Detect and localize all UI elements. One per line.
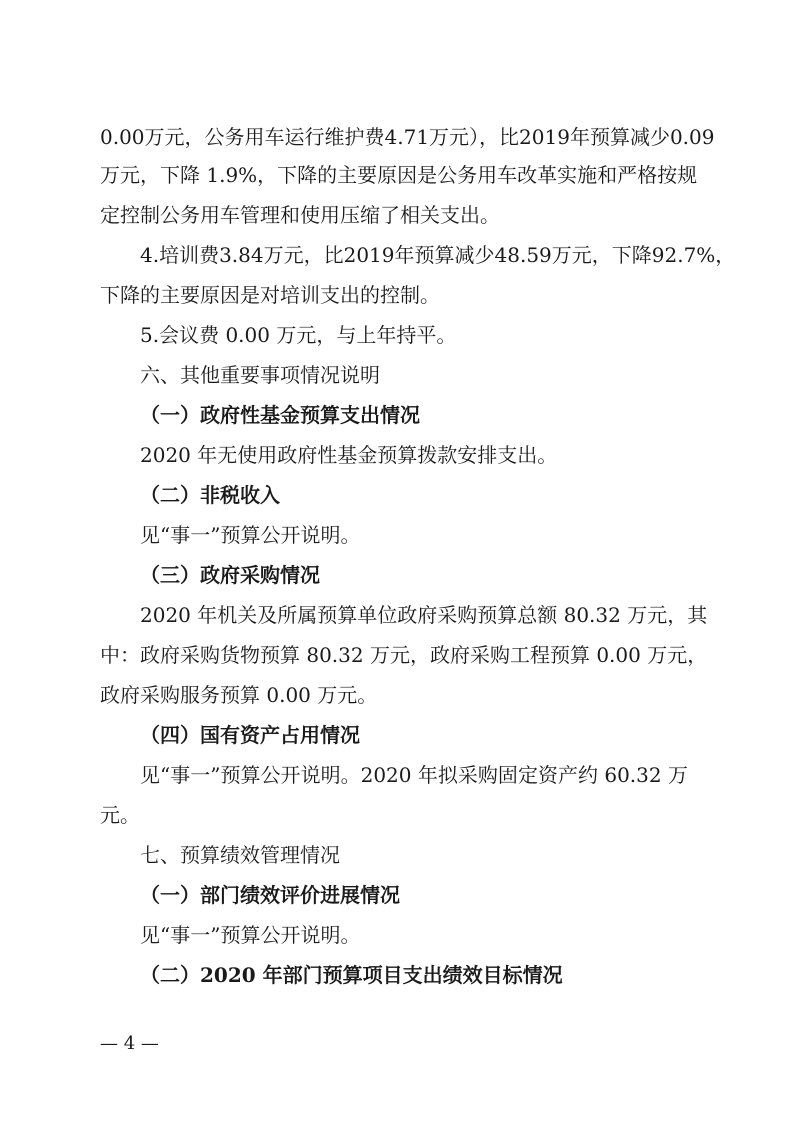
paragraph-line: 中：政府采购货物预算 80.32 万元，政府采购工程预算 0.00 万元，	[100, 643, 708, 667]
paragraph-line: 0.00万元，公务用车运行维护费4.71万元），比2019年预算减少0.09	[100, 125, 715, 149]
paragraph-line: 见“事一”预算公开说明。	[140, 923, 361, 947]
subsection-heading: （二）2020 年部门预算项目支出绩效目标情况	[140, 963, 563, 987]
paragraph-line: 5.会议费 0.00 万元，与上年持平。	[140, 323, 457, 347]
subsection-heading: （一）政府性基金预算支出情况	[140, 403, 420, 427]
section-heading: 七、预算绩效管理情况	[140, 843, 340, 867]
paragraph-line: 见“事一”预算公开说明。	[140, 523, 361, 547]
paragraph-line: 2020 年机关及所属预算单位政府采购预算总额 80.32 万元，其	[140, 603, 708, 627]
paragraph-line: 下降的主要原因是对培训支出的控制。	[100, 283, 440, 307]
paragraph-line: 元。	[100, 803, 140, 827]
paragraph-line: 2020 年无使用政府性基金预算拨款安排支出。	[140, 443, 558, 467]
paragraph-line: 政府采购服务预算 0.00 万元。	[100, 683, 378, 707]
paragraph-line: 见“事一”预算公开说明。2020 年拟采购固定资产约 60.32 万	[140, 763, 688, 787]
paragraph-line: 万元，下降 1.9%，下降的主要原因是公务用车改革实施和严格按规	[100, 163, 698, 187]
subsection-heading: （一）部门绩效评价进展情况	[140, 883, 400, 907]
page-number: — 4 —	[100, 1033, 159, 1054]
paragraph-line: 定控制公务用车管理和使用压缩了相关支出。	[100, 203, 500, 227]
section-heading: 六、其他重要事项情况说明	[140, 363, 380, 387]
subsection-heading: （四）国有资产占用情况	[140, 723, 360, 747]
subsection-heading: （二）非税收入	[140, 483, 280, 507]
subsection-heading: （三）政府采购情况	[140, 563, 320, 587]
paragraph-line: 4.培训费3.84万元，比2019年预算减少48.59万元，下降92.7%，	[140, 243, 736, 267]
